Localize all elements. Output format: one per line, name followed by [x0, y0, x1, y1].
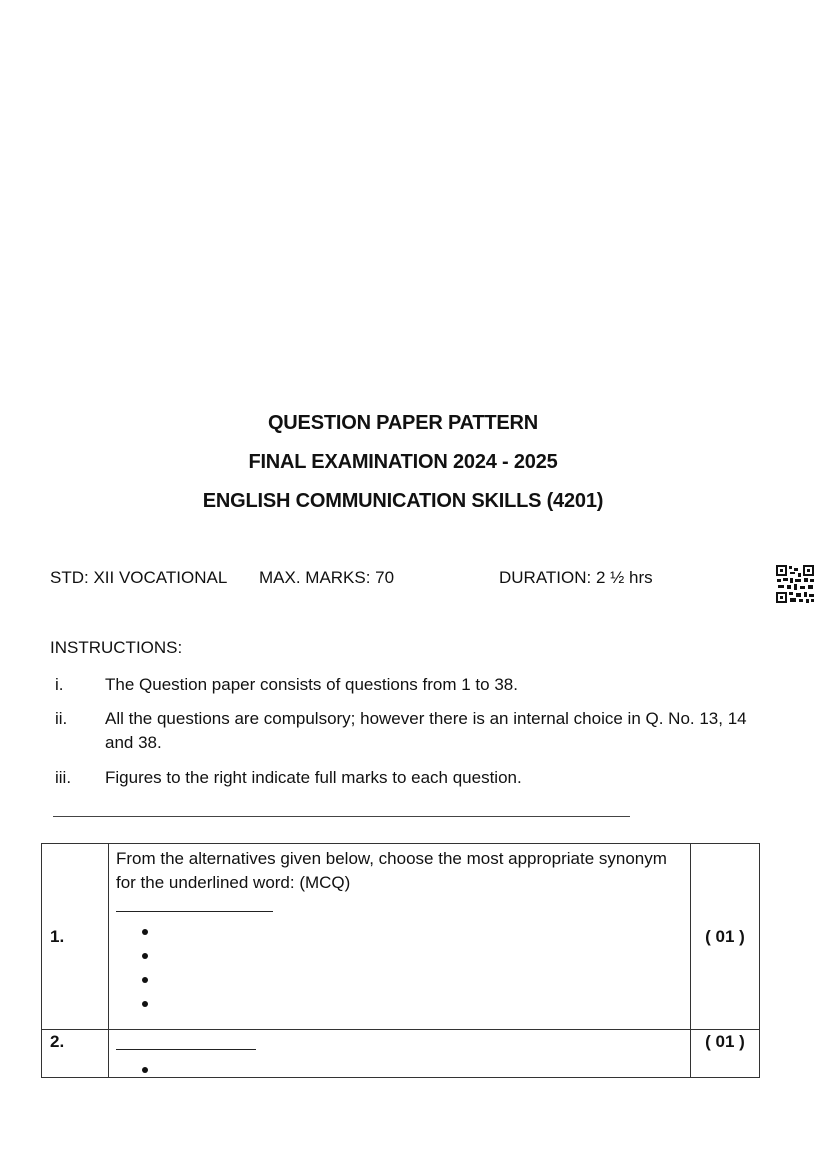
question-text: From the alternatives given below, choose the most appropriate synonym for the underlined word: (MCQ): [116, 849, 667, 892]
question-body: [109, 844, 691, 1030]
std-label: STD: XII VOCATIONAL: [50, 568, 228, 587]
instruction-text: The Question paper consists of questions from 1 to 38.: [105, 675, 518, 694]
list-item: [146, 943, 684, 967]
question-body: [109, 1030, 691, 1078]
question-marks: ( 01 ): [691, 844, 760, 1030]
list-item: [146, 1057, 684, 1071]
question-marks: ( 01 ): [691, 1030, 760, 1078]
question-number: 1.: [42, 844, 109, 1030]
answer-blank: [116, 1035, 256, 1050]
divider-line: [53, 816, 630, 817]
exam-title: FINAL EXAMINATION 2024 - 2025: [248, 451, 558, 473]
instruction-number: ii.: [55, 709, 68, 728]
table-row: [42, 844, 760, 1030]
list-item: [146, 919, 684, 943]
qr-code-icon: [775, 564, 815, 604]
paper-title: QUESTION PAPER PATTERN: [267, 412, 539, 434]
instructions-heading: INSTRUCTIONS:: [50, 638, 183, 657]
question-number: 2.: [42, 1030, 109, 1078]
option-list: [116, 1057, 684, 1071]
option-list: [116, 919, 684, 1015]
list-item: [146, 991, 684, 1015]
instruction-text: All the questions are compulsory; however there is an internal choice in Q. No. 13, 14 and 38.: [105, 709, 747, 752]
max-marks-label: MAX. MARKS: 70: [259, 568, 395, 587]
list-item: [146, 967, 684, 991]
duration-label: DURATION: 2 ½ hrs: [499, 568, 653, 587]
subject-title: ENGLISH COMMUNICATION SKILLS (4201): [202, 490, 604, 512]
answer-blank: [116, 897, 273, 912]
instruction-number: i.: [55, 675, 64, 694]
instruction-text: Figures to the right indicate full marks to each question.: [105, 768, 522, 787]
instruction-number: iii.: [55, 768, 72, 787]
table-row: [42, 1030, 760, 1078]
questions-table: [41, 843, 760, 1078]
